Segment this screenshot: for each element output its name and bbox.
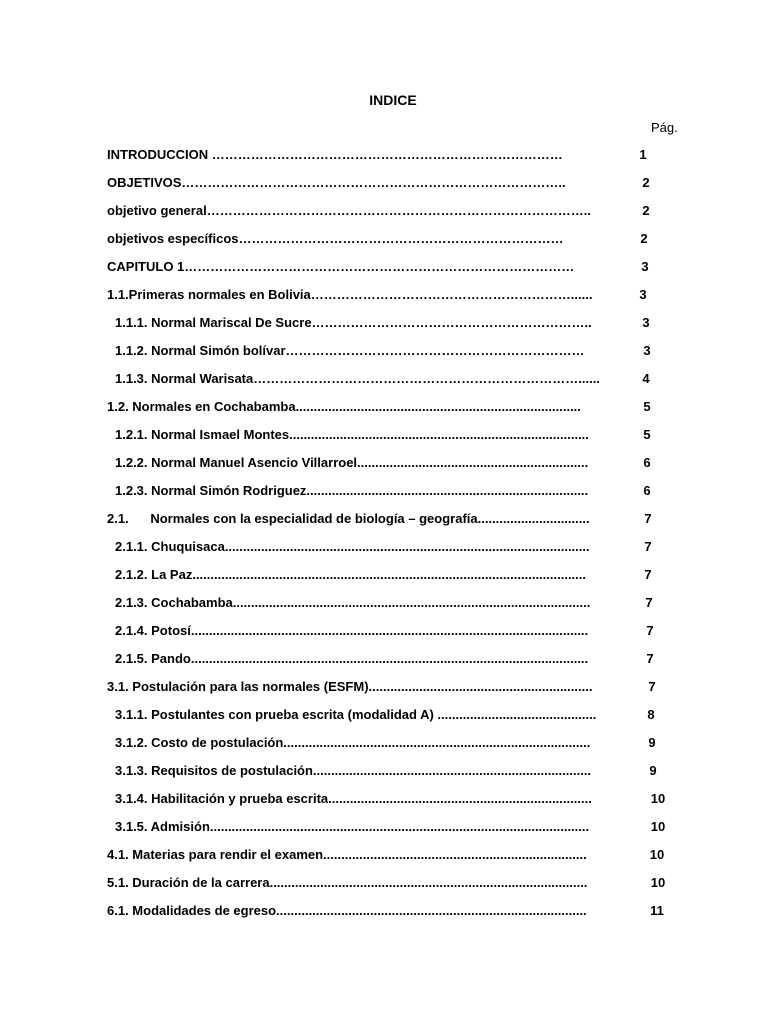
toc-entry-page-number: 2 [642, 203, 650, 218]
toc-entry-page-number: 7 [646, 651, 654, 666]
toc-entry-page-number: 10 [650, 875, 666, 890]
toc-entry-title: CAPITULO 1……………………………………………………………………………… [107, 259, 575, 274]
toc-entry-page-number: 10 [650, 819, 666, 834]
toc-entry [0, 453, 768, 481]
toc-entry-title: 1.1.3. Normal Warisata…………………………………………………………………...... [115, 371, 600, 386]
toc-entry-page-number: 5 [643, 399, 651, 414]
toc-entry-title: 3.1.5. Admisión......................................................................................................... [115, 819, 590, 834]
toc-entry-title: 1.1.Primeras normales en Bolivia……………………………………………………...... [107, 287, 593, 302]
toc-entry-page-number: 1 [639, 147, 647, 162]
toc-entry-title: 1.1.1. Normal Mariscal De Sucre……………………………………………………….. [115, 315, 592, 330]
toc-entry [0, 509, 768, 537]
toc-entry-title: 2.1.3. Cochabamba................................................................................................... [115, 595, 591, 610]
toc-entry-title: 1.2.2. Normal Manuel Asencio Villarroel................................................................ [115, 455, 589, 470]
toc-entry-page-number: 3 [639, 287, 647, 302]
page-column-header: Pág. [651, 120, 678, 135]
toc-entry-page-number: 7 [644, 567, 652, 582]
toc-entry [0, 397, 768, 425]
toc-entry-title: 2.1.4. Potosí.............................................................................................................. [115, 623, 589, 638]
toc-entry [0, 649, 768, 677]
toc-entry-page-number: 10 [650, 791, 666, 806]
toc-entry [0, 565, 768, 593]
toc-entry-title: 2.1.5. Pando.............................................................................................................. [115, 651, 589, 666]
toc-entry [0, 845, 768, 873]
toc-entry-page-number: 7 [644, 511, 652, 526]
toc-entry-title: 1.2.1. Normal Ismael Montes................................................................................... [115, 427, 589, 442]
toc-entry-title: 4.1. Materias para rendir el examen......................................................................... [107, 847, 587, 862]
toc-entry-page-number: 7 [644, 539, 652, 554]
toc-entry-page-number: 10 [649, 847, 665, 862]
toc-entry [0, 593, 768, 621]
toc-entry-page-number: 6 [643, 483, 651, 498]
toc-entry-page-number: 11 [650, 903, 664, 918]
toc-entry-page-number: 6 [643, 455, 651, 470]
toc-entry [0, 621, 768, 649]
toc-entry-title: 3.1. Postulación para las normales (ESFM).............................................................. [107, 679, 593, 694]
toc-entry-title: 3.1.2. Costo de postulación..................................................................................... [115, 735, 591, 750]
toc-entry [0, 229, 768, 257]
toc-entry [0, 817, 768, 845]
toc-entry [0, 705, 768, 733]
toc-entry [0, 257, 768, 285]
toc-entry [0, 873, 768, 901]
toc-entry-title: 1.1.2. Normal Simón bolívar…………………………………………………………… [115, 343, 585, 358]
toc-entry-title: objetivos específicos………………………………………………………………… [107, 231, 564, 246]
toc-entry-title: 2.1.2. La Paz............................................................................................................. [115, 567, 587, 582]
toc-entry-title: OBJETIVOS…………………………………………………………………………….. [107, 175, 566, 190]
toc-entry [0, 537, 768, 565]
toc-entry-title: 6.1. Modalidades de egreso...................................................................................... [107, 903, 587, 918]
toc-entry-page-number: 9 [649, 763, 657, 778]
toc-entry-page-number: 7 [645, 595, 653, 610]
toc-entry-title: 3.1.3. Requisitos de postulación............................................................................. [115, 763, 592, 778]
toc-entry [0, 733, 768, 761]
toc-entry [0, 313, 768, 341]
toc-entry-title: objetivo general…………………………………………………………………………….. [107, 203, 591, 218]
toc-entry-title: 3.1.1. Postulantes con prueba escrita (modalidad A) ............................................ [115, 707, 597, 722]
toc-entry [0, 173, 768, 201]
page-title: INDICE [369, 92, 417, 108]
toc-entry-page-number: 5 [643, 427, 651, 442]
toc-entry [0, 677, 768, 705]
toc-entry [0, 481, 768, 509]
toc-entry-page-number: 2 [640, 231, 648, 246]
toc-entry [0, 901, 768, 929]
toc-entry-page-number: 3 [641, 259, 649, 274]
toc-entry-page-number: 9 [648, 735, 656, 750]
toc-entry [0, 285, 768, 313]
toc-entry [0, 145, 768, 173]
toc-entry-title: 1.2. Normales en Cochabamba............................................................................... [107, 399, 581, 414]
toc-entry [0, 425, 768, 453]
toc-entry-page-number: 7 [648, 679, 656, 694]
toc-entry-page-number: 7 [646, 623, 654, 638]
toc-entry [0, 789, 768, 817]
toc-entry-page-number: 3 [642, 315, 650, 330]
toc-entry [0, 369, 768, 397]
toc-entry-page-number: 4 [642, 371, 650, 386]
toc-entry-title: 2.1.1. Chuquisaca..................................................................................................... [115, 539, 590, 554]
toc-entry [0, 201, 768, 229]
table-of-contents [0, 145, 768, 929]
toc-entry-title: 1.2.3. Normal Simón Rodriguez.............................................................................. [115, 483, 589, 498]
toc-entry-title: 2.1. Normales con la especialidad de biología – geografía............................... [107, 511, 590, 526]
toc-entry-page-number: 2 [642, 175, 650, 190]
toc-entry-title: 5.1. Duración de la carrera........................................................................................ [107, 875, 588, 890]
toc-entry [0, 341, 768, 369]
toc-entry-title: 3.1.4. Habilitación y prueba escrita......................................................................... [115, 791, 592, 806]
toc-entry-page-number: 8 [647, 707, 655, 722]
toc-entry-title: INTRODUCCION ……………………………………………………………………… [107, 147, 563, 162]
toc-entry-page-number: 3 [643, 343, 651, 358]
toc-entry [0, 761, 768, 789]
